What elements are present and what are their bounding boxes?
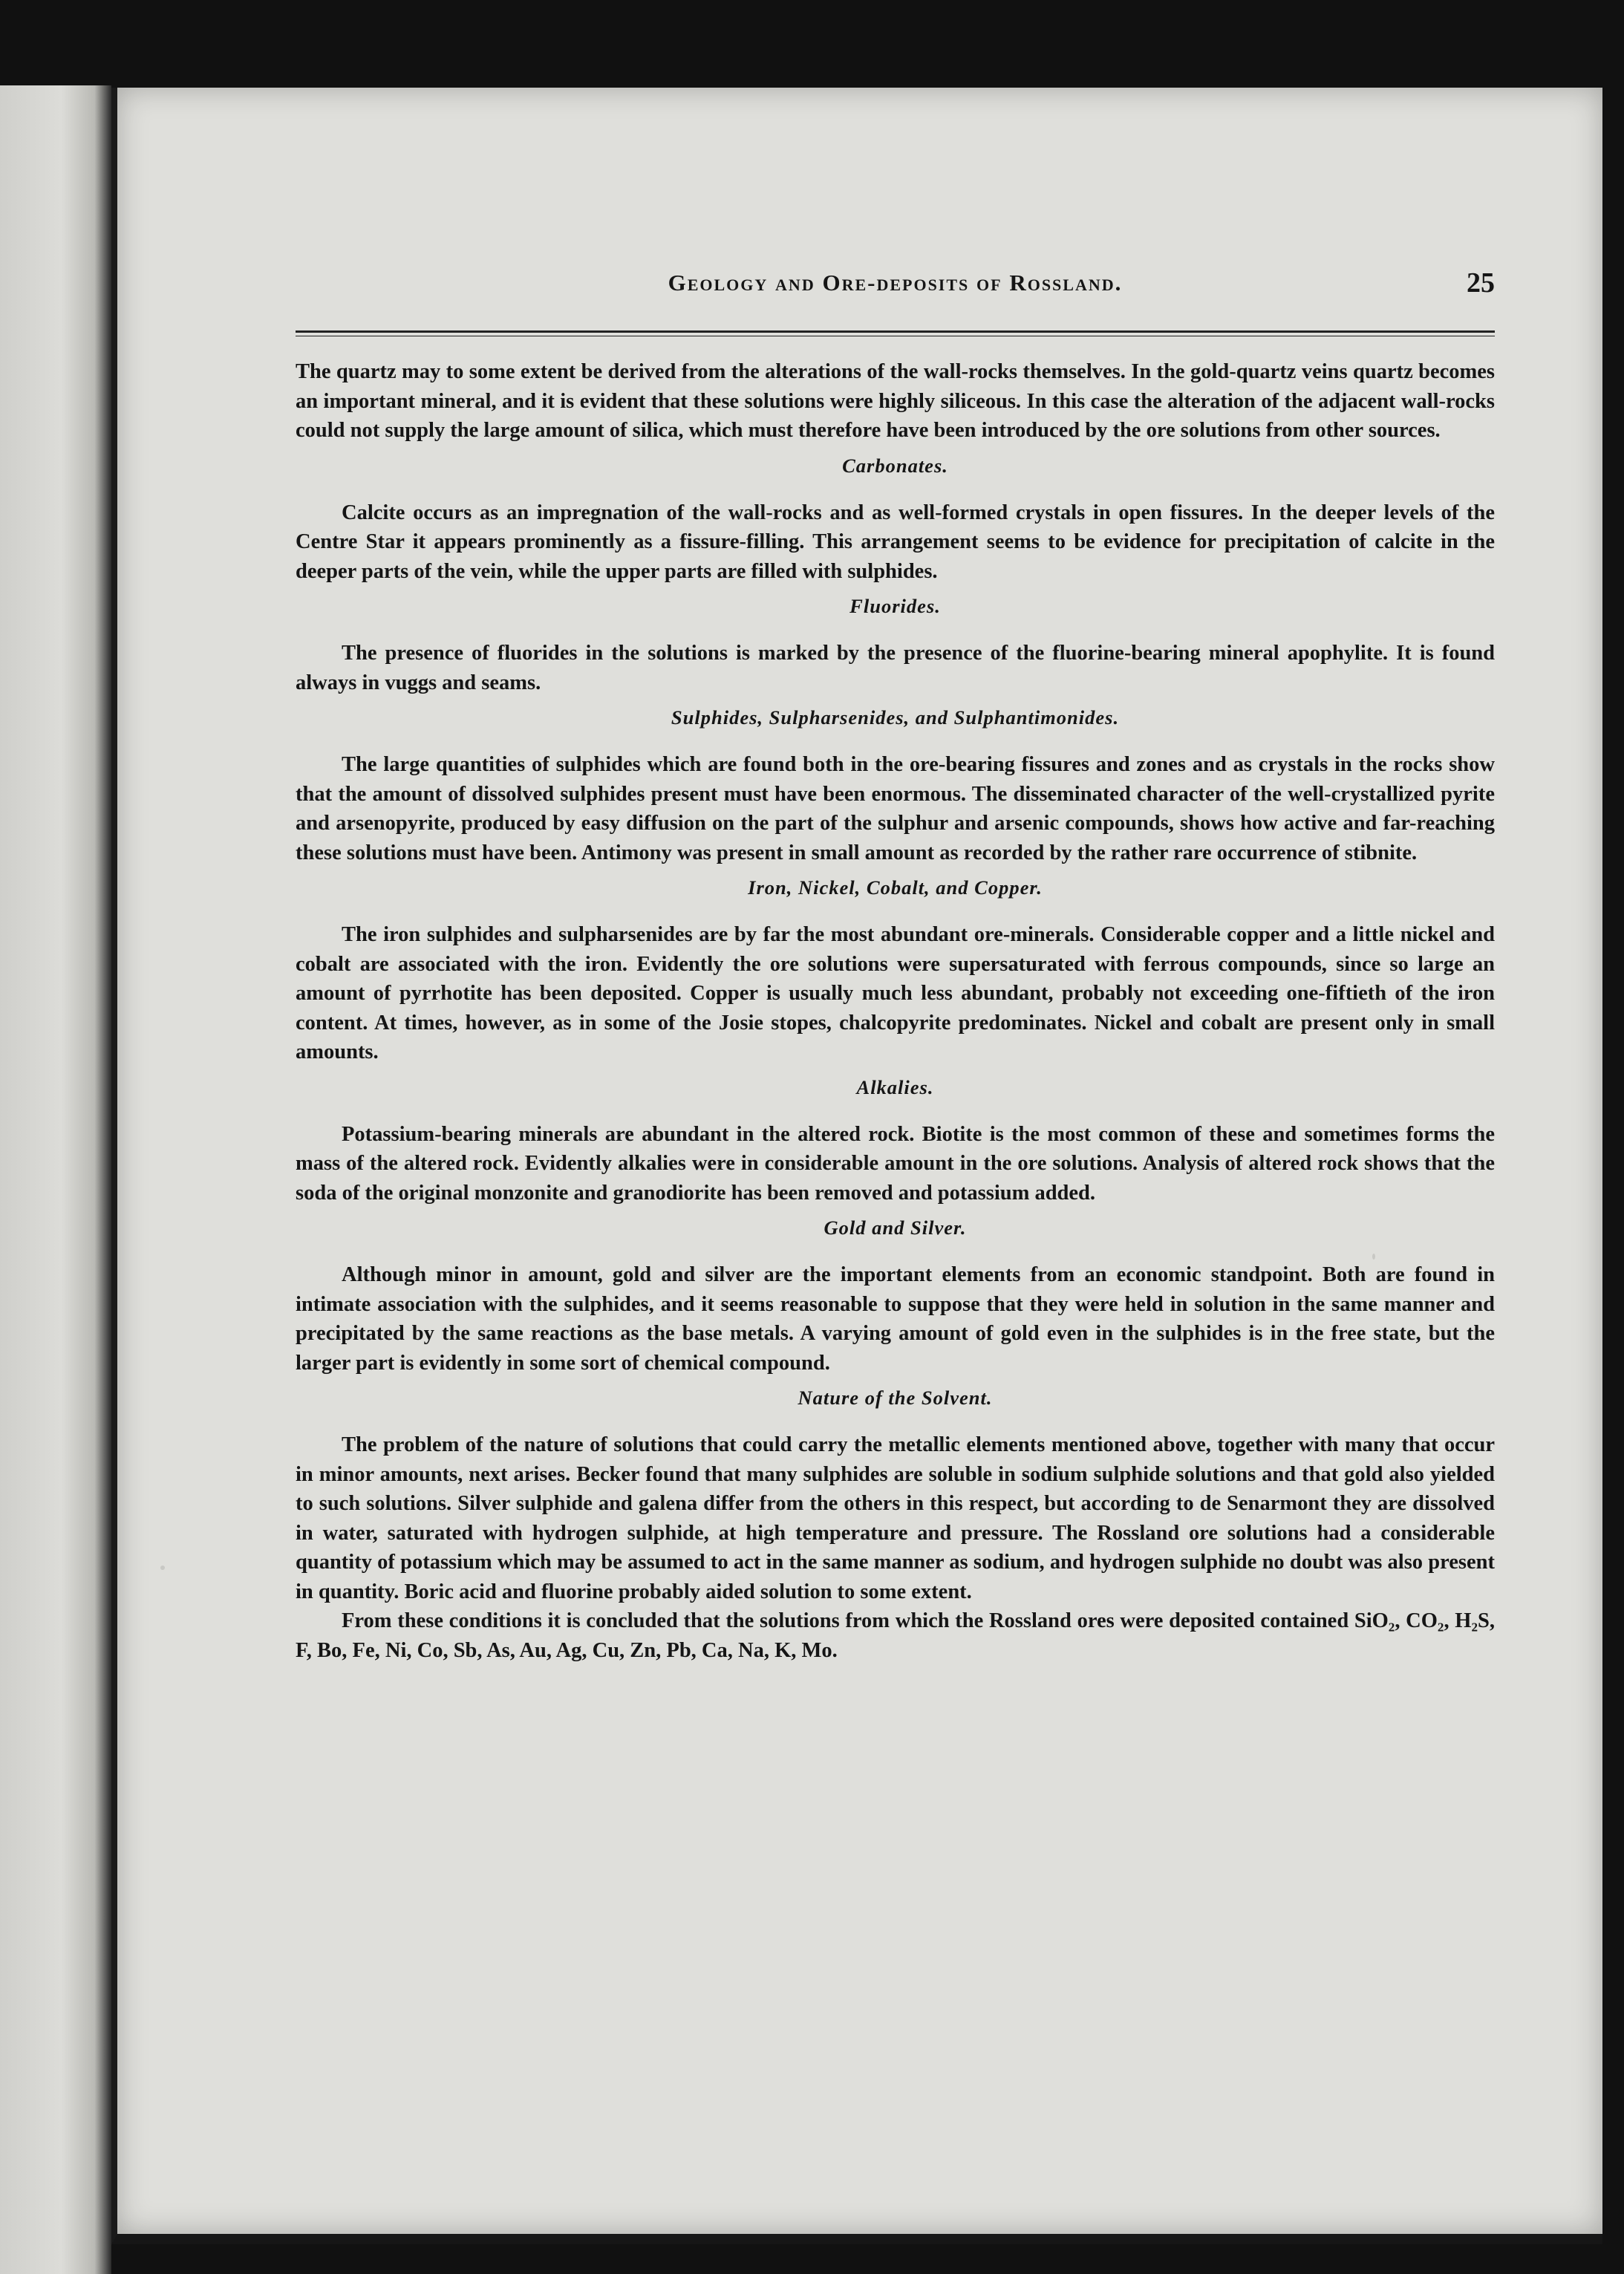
facing-page-edge bbox=[0, 85, 111, 2274]
running-head-title: Geology and Ore-deposits of Rossland. bbox=[668, 270, 1123, 296]
header-rule bbox=[296, 330, 1495, 336]
paragraph-quartz: The quartz may to some extent be derived from the alterations of the wall-rocks themselves. In the gold-quartz veins quartz becomes an important mineral, and it is evident that these solutions were highly siliceous. In this case the alteration of the adjacent wall-rocks could not supply the large amount of silica, which must therefore have been introduced by the ore solutions from other sources. bbox=[296, 360, 1495, 442]
heading-nature-of-solvent: Nature of the Solvent. bbox=[798, 1387, 993, 1409]
book-page bbox=[111, 88, 1602, 2244]
paragraph-fluorides: The presence of fluorides in the solutions is marked by the presence of the fluorine-bearing mineral apophylite. It is found always in vuggs and seams. bbox=[296, 642, 1495, 694]
paragraph-alkalies: Potassium-bearing minerals are abundant in the altered rock. Biotite is the most common of these and sometimes forms the mass of the altered rock. Evidently alkalies were in considerable amount in the ore solutions. Analysis of altered rock shows that the soda of the original monzonite and granodiorite has been removed and potassium added. bbox=[296, 1122, 1495, 1205]
body-text bbox=[296, 357, 1495, 1665]
heading-carbonates: Carbonates. bbox=[842, 454, 948, 477]
heading-sulphides: Sulphides, Sulpharsenides, and Sulphantimonides. bbox=[671, 706, 1120, 729]
scan-speck bbox=[160, 1566, 165, 1570]
running-head bbox=[296, 267, 1495, 314]
heading-alkalies: Alkalies. bbox=[856, 1075, 934, 1098]
paragraph-gold-silver: Although minor in amount, gold and silver are the important elements from an economic standpoint. Both are found in intimate association with the sulphides, and it seems reasonable to suppose that they were held in solution in the same manner and precipitated by the same reactions as the base metals. A varying amount of gold even in the sulphides is in the free state, but the larger part is evidently in some sort of chemical compound. bbox=[296, 1263, 1495, 1375]
paragraph-sulphides: The large quantities of sulphides which are found both in the ore-bearing fissures and zones and as crystals in the rocks show that the amount of dissolved sulphides present must have been enormous. The disseminated character of the well-crystallized pyrite and arsenopyrite, produced by easy diffusion on the part of the sulphur and arsenic compounds, shows how active and far-reaching these solutions must have been. Antimony was present in small amount as recorded by the rather rare occurrence of stibnite. bbox=[296, 753, 1495, 864]
paragraph-solvent: The problem of the nature of solutions that could carry the metallic elements mentioned above, together with many that occur in minor amounts, next arises. Becker found that many sulphides are soluble in sodium sulphide solutions and that gold also yielded to such solutions. Silver sulphide and galena differ from the others in this respect, but according to de Senarmont they are dissolved in water, saturated with hydrogen sulphide, at high temperature and pressure. The Rossland ore solutions had a considerable quantity of potassium which may be assumed to act in the same manner as sodium, and hydrogen sulphide no doubt was also present in quantity. Boric acid and fluorine probably aided solution to some extent. bbox=[296, 1433, 1495, 1603]
page-number: 25 bbox=[1467, 267, 1495, 299]
paragraph-iron: The iron sulphides and sulpharsenides are by far the most abundant ore-minerals. Considerable copper and a little nickel and cobalt are associated with the iron. Evidently the ore solutions were supersaturated with ferrous compounds, since so large an amount of pyrrhotite has been deposited. Copper is usually much less abundant, probably not exceeding one-fiftieth of the iron content. At times, however, as in some of the Josie stopes, chalcopyrite predominates. Nickel and cobalt are present only in small amounts. bbox=[296, 923, 1495, 1063]
heading-iron-nickel-cobalt-copper: Iron, Nickel, Cobalt, and Copper. bbox=[748, 876, 1043, 899]
page-content bbox=[296, 267, 1495, 1665]
paragraph-conclusion: From these conditions it is concluded that the solutions from which the Rossland ores were deposited contained SiO₂, CO₂, H₂S, F, Bo, Fe, Ni, Co, Sb, As, Au, Ag, Cu, Zn, Pb, Ca, Na, K, Mo. bbox=[296, 1609, 1495, 1662]
heading-fluorides: Fluorides. bbox=[849, 595, 941, 617]
paragraph-carbonates: Calcite occurs as an impregnation of the wall-rocks and as well-formed crystals in open fissures. In the deeper levels of the Centre Star it appears prominently as a fissure-filling. This arrangement seems to be evidence for precipitation of calcite in the deeper parts of the vein, while the upper parts are filled with sulphides. bbox=[296, 501, 1495, 583]
heading-gold-silver: Gold and Silver. bbox=[824, 1216, 967, 1239]
